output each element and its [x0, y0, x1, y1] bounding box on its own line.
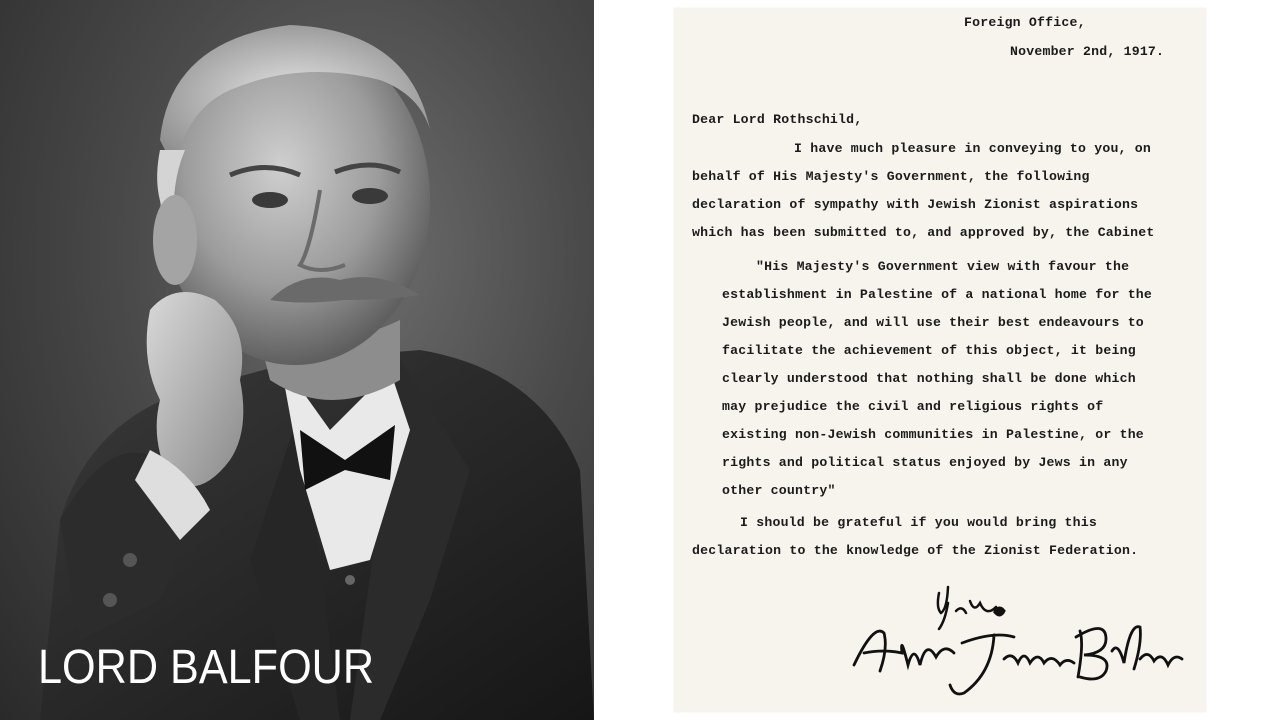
letter-intro-line: declaration of sympathy with Jewish Zionist aspirations: [692, 197, 1139, 212]
letter-quote-line: clearly understood that nothing shall be done which: [722, 371, 1136, 386]
letter-quote-line: other country": [722, 483, 836, 498]
letter-salutation: Dear Lord Rothschild,: [692, 112, 863, 127]
letter-intro-line: I have much pleasure in conveying to you, on: [794, 141, 1152, 156]
portrait-caption: LORD BALFOUR: [38, 641, 375, 694]
letter-quote-line: existing non-Jewish communities in Palestine, or the: [722, 427, 1144, 442]
letter-intro-line: which has been submitted to, and approved by, the Cabinet: [692, 225, 1155, 240]
letter-quote-line: establishment in Palestine of a national home for the: [722, 287, 1153, 302]
letter-quote-line: rights and political status enjoyed by Jews in any: [722, 455, 1128, 470]
balfour-declaration-letter: [674, 8, 1206, 712]
letter-header-date: November 2nd, 1917.: [1010, 44, 1165, 59]
portrait-photo: [0, 0, 594, 720]
letter-quote-line: facilitate the achievement of this object, it being: [722, 343, 1136, 358]
letter-header-office: Foreign Office,: [964, 15, 1086, 30]
letter-quote-line: "His Majesty's Government view with favour the: [756, 259, 1130, 274]
handwritten-signature: [844, 573, 1184, 703]
letter-closing-line: I should be grateful if you would bring this: [740, 515, 1098, 530]
letter-quote-line: Jewish people, and will use their best endeavours to: [722, 315, 1144, 330]
portrait-illustration: [0, 0, 594, 720]
letter-closing-line: declaration to the knowledge of the Zionist Federation.: [692, 543, 1139, 558]
letter-quote-line: may prejudice the civil and religious rights of: [722, 399, 1104, 414]
letter-intro-line: behalf of His Majesty's Government, the following: [692, 169, 1090, 184]
